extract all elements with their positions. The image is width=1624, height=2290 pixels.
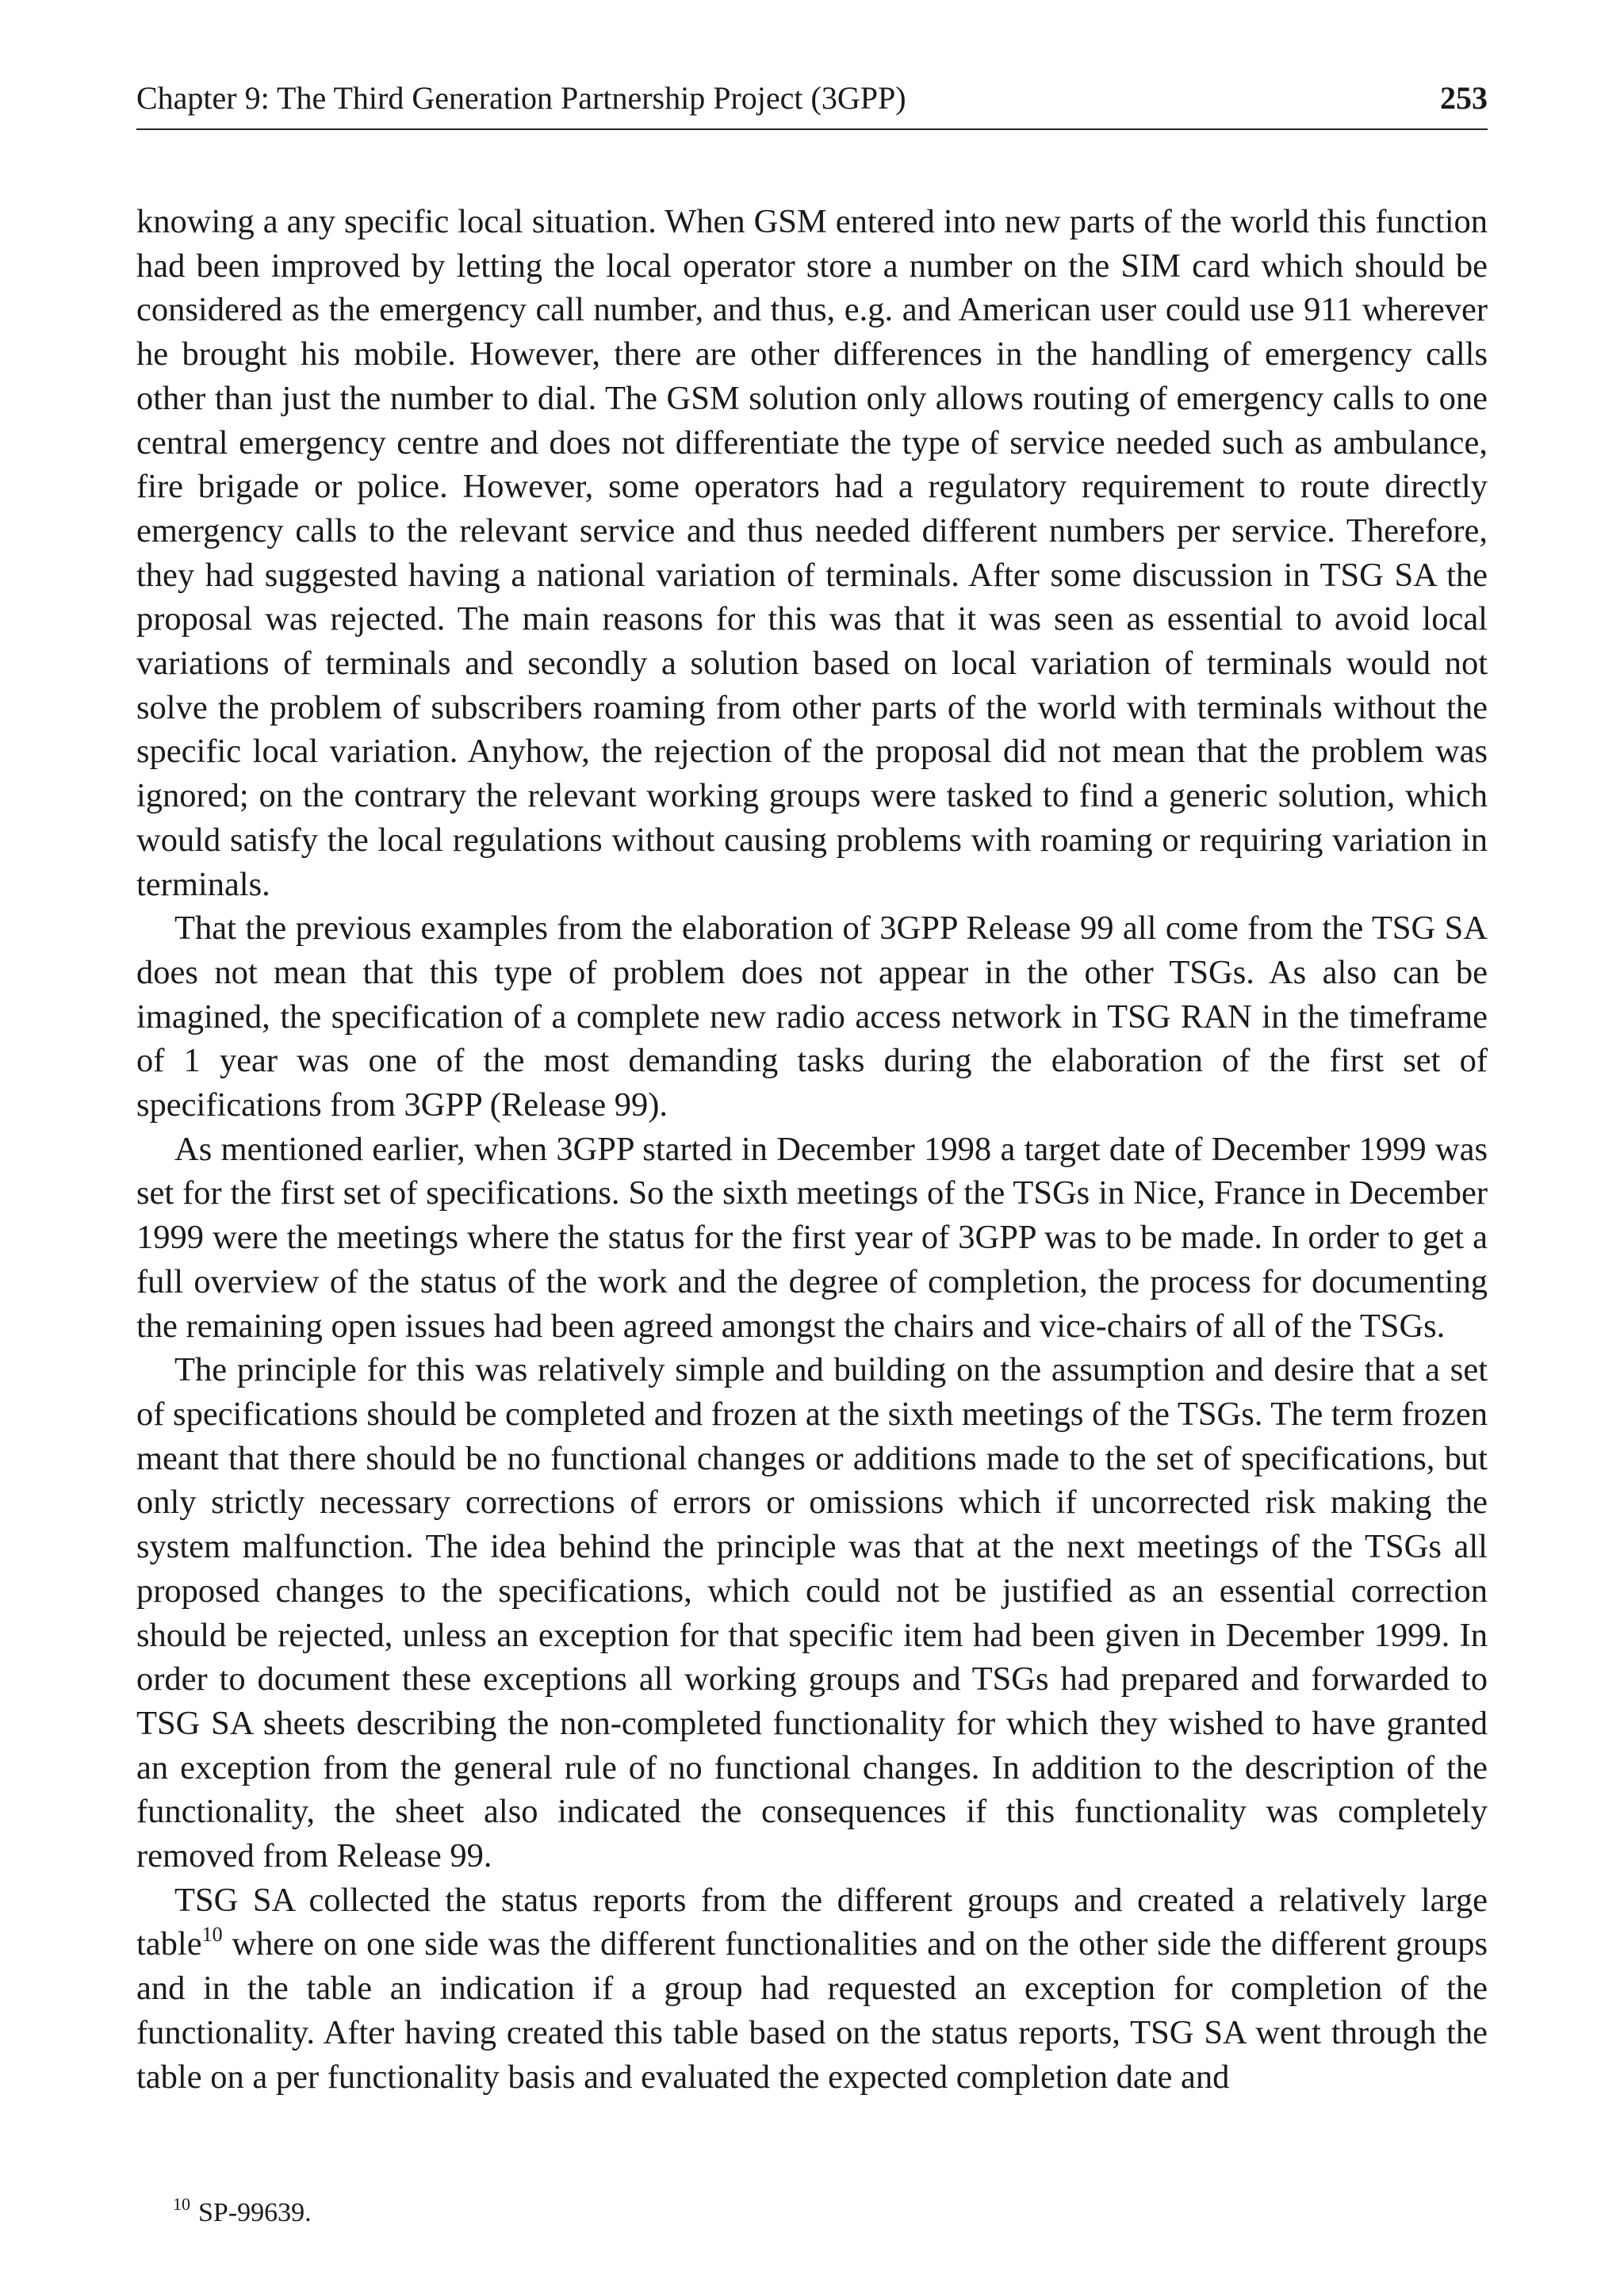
- paragraph-5-text-end: where on one side was the different functionalities and on the other side the different groups and in the table an indication if a group had requested an exception for completion of the functionality. After having created this table based on the status reports, TSG SA went through the table on a per functionality basis and evaluated the expected completion date and: [136, 1925, 1488, 2096]
- body-text: [136, 200, 1488, 2099]
- footnote-reference: 10: [201, 1923, 223, 1947]
- running-header: [136, 73, 1488, 130]
- chapter-title: Chapter 9: The Third Generation Partnership Project (3GPP): [136, 80, 906, 116]
- paragraph-4: The principle for this was relatively simple and building on the assumption and desire that a set of specifications should be completed and frozen at the sixth meetings of the TSGs. The term frozen meant that there should be no functional changes or additions made to the set of specifications, but only strictly necessary corrections of errors or omissions which if uncorrected risk making the system malfunction. The idea behind the principle was that at the next meetings of the TSGs all proposed changes to the specifications, which could not be justified as an essential correction should be rejected, unless an exception for that specific item had been given in December 1999. In order to document these exceptions all working groups and TSGs had prepared and forwarded to TSG SA sheets describing the non-completed functionality for which they wished to have granted an exception from the general rule of no functional changes. In addition to the description of the functionality, the sheet also indicated the consequences if this functionality was completely removed from Release 99.: [136, 1351, 1488, 1875]
- paragraph-2: That the previous examples from the elaboration of 3GPP Release 99 all come from the TSG SA does not mean that this type of problem does not appear in the other TSGs. As also can be imagined, the specification of a complete new radio access network in TSG RAN in the timeframe of 1 year was one of the most demanding tasks during the elaboration of the first set of specifications from 3GPP (Release 99).: [136, 909, 1488, 1124]
- paragraph-1: knowing a any specific local situation. When GSM entered into new parts of the world this function had been improved by letting the local operator store a number on the SIM card which should be considered as the emergency call number, and thus, e.g. and American user could use 911 wherever he brought his mobile. However, there are other differences in the handling of emergency calls other than just the number to dial. The GSM solution only allows routing of emergency calls to one central emergency centre and does not differentiate the type of service needed such as ambulance, fire brigade or police. However, some operators had a regulatory requirement to route directly emergency calls to the relevant service and thus needed different numbers per service. Therefore, they had suggested having a national variation of terminals. After some discussion in TSG SA the proposal was rejected. The main reasons for this was that it was seen as essential to avoid local variations of terminals and secondly a solution based on local variation of terminals would not solve the problem of subscribers roaming from other parts of the world with terminals without the specific local variation. Anyhow, the rejection of the proposal did not mean that the problem was ignored; on the contrary the relevant working groups were tasked to find a generic solution, which would satisfy the local regulations without causing problems with roaming or requiring variation in terminals.: [136, 203, 1488, 903]
- footnote-text: SP-99639.: [198, 2198, 312, 2227]
- paragraph-5: [136, 1878, 1488, 2100]
- page-number: 253: [1440, 80, 1488, 116]
- paragraph-5-text-start: TSG SA collected the status reports from the different groups and created a relatively large table: [136, 1881, 1488, 1963]
- footnote-number: 10: [173, 2194, 190, 2214]
- paragraph-3: As mentioned earlier, when 3GPP started in December 1998 a target date of December 1999 was set for the first set of specifications. So the sixth meetings of the TSGs in Nice, France in December 1999 were the meetings where the status for the first year of 3GPP was to be made. In order to get a full overview of the status of the work and the degree of completion, the process for documenting the remaining open issues had been agreed amongst the chairs and vice-chairs of all of the TSGs.: [136, 1130, 1488, 1345]
- footnote: [173, 2196, 312, 2230]
